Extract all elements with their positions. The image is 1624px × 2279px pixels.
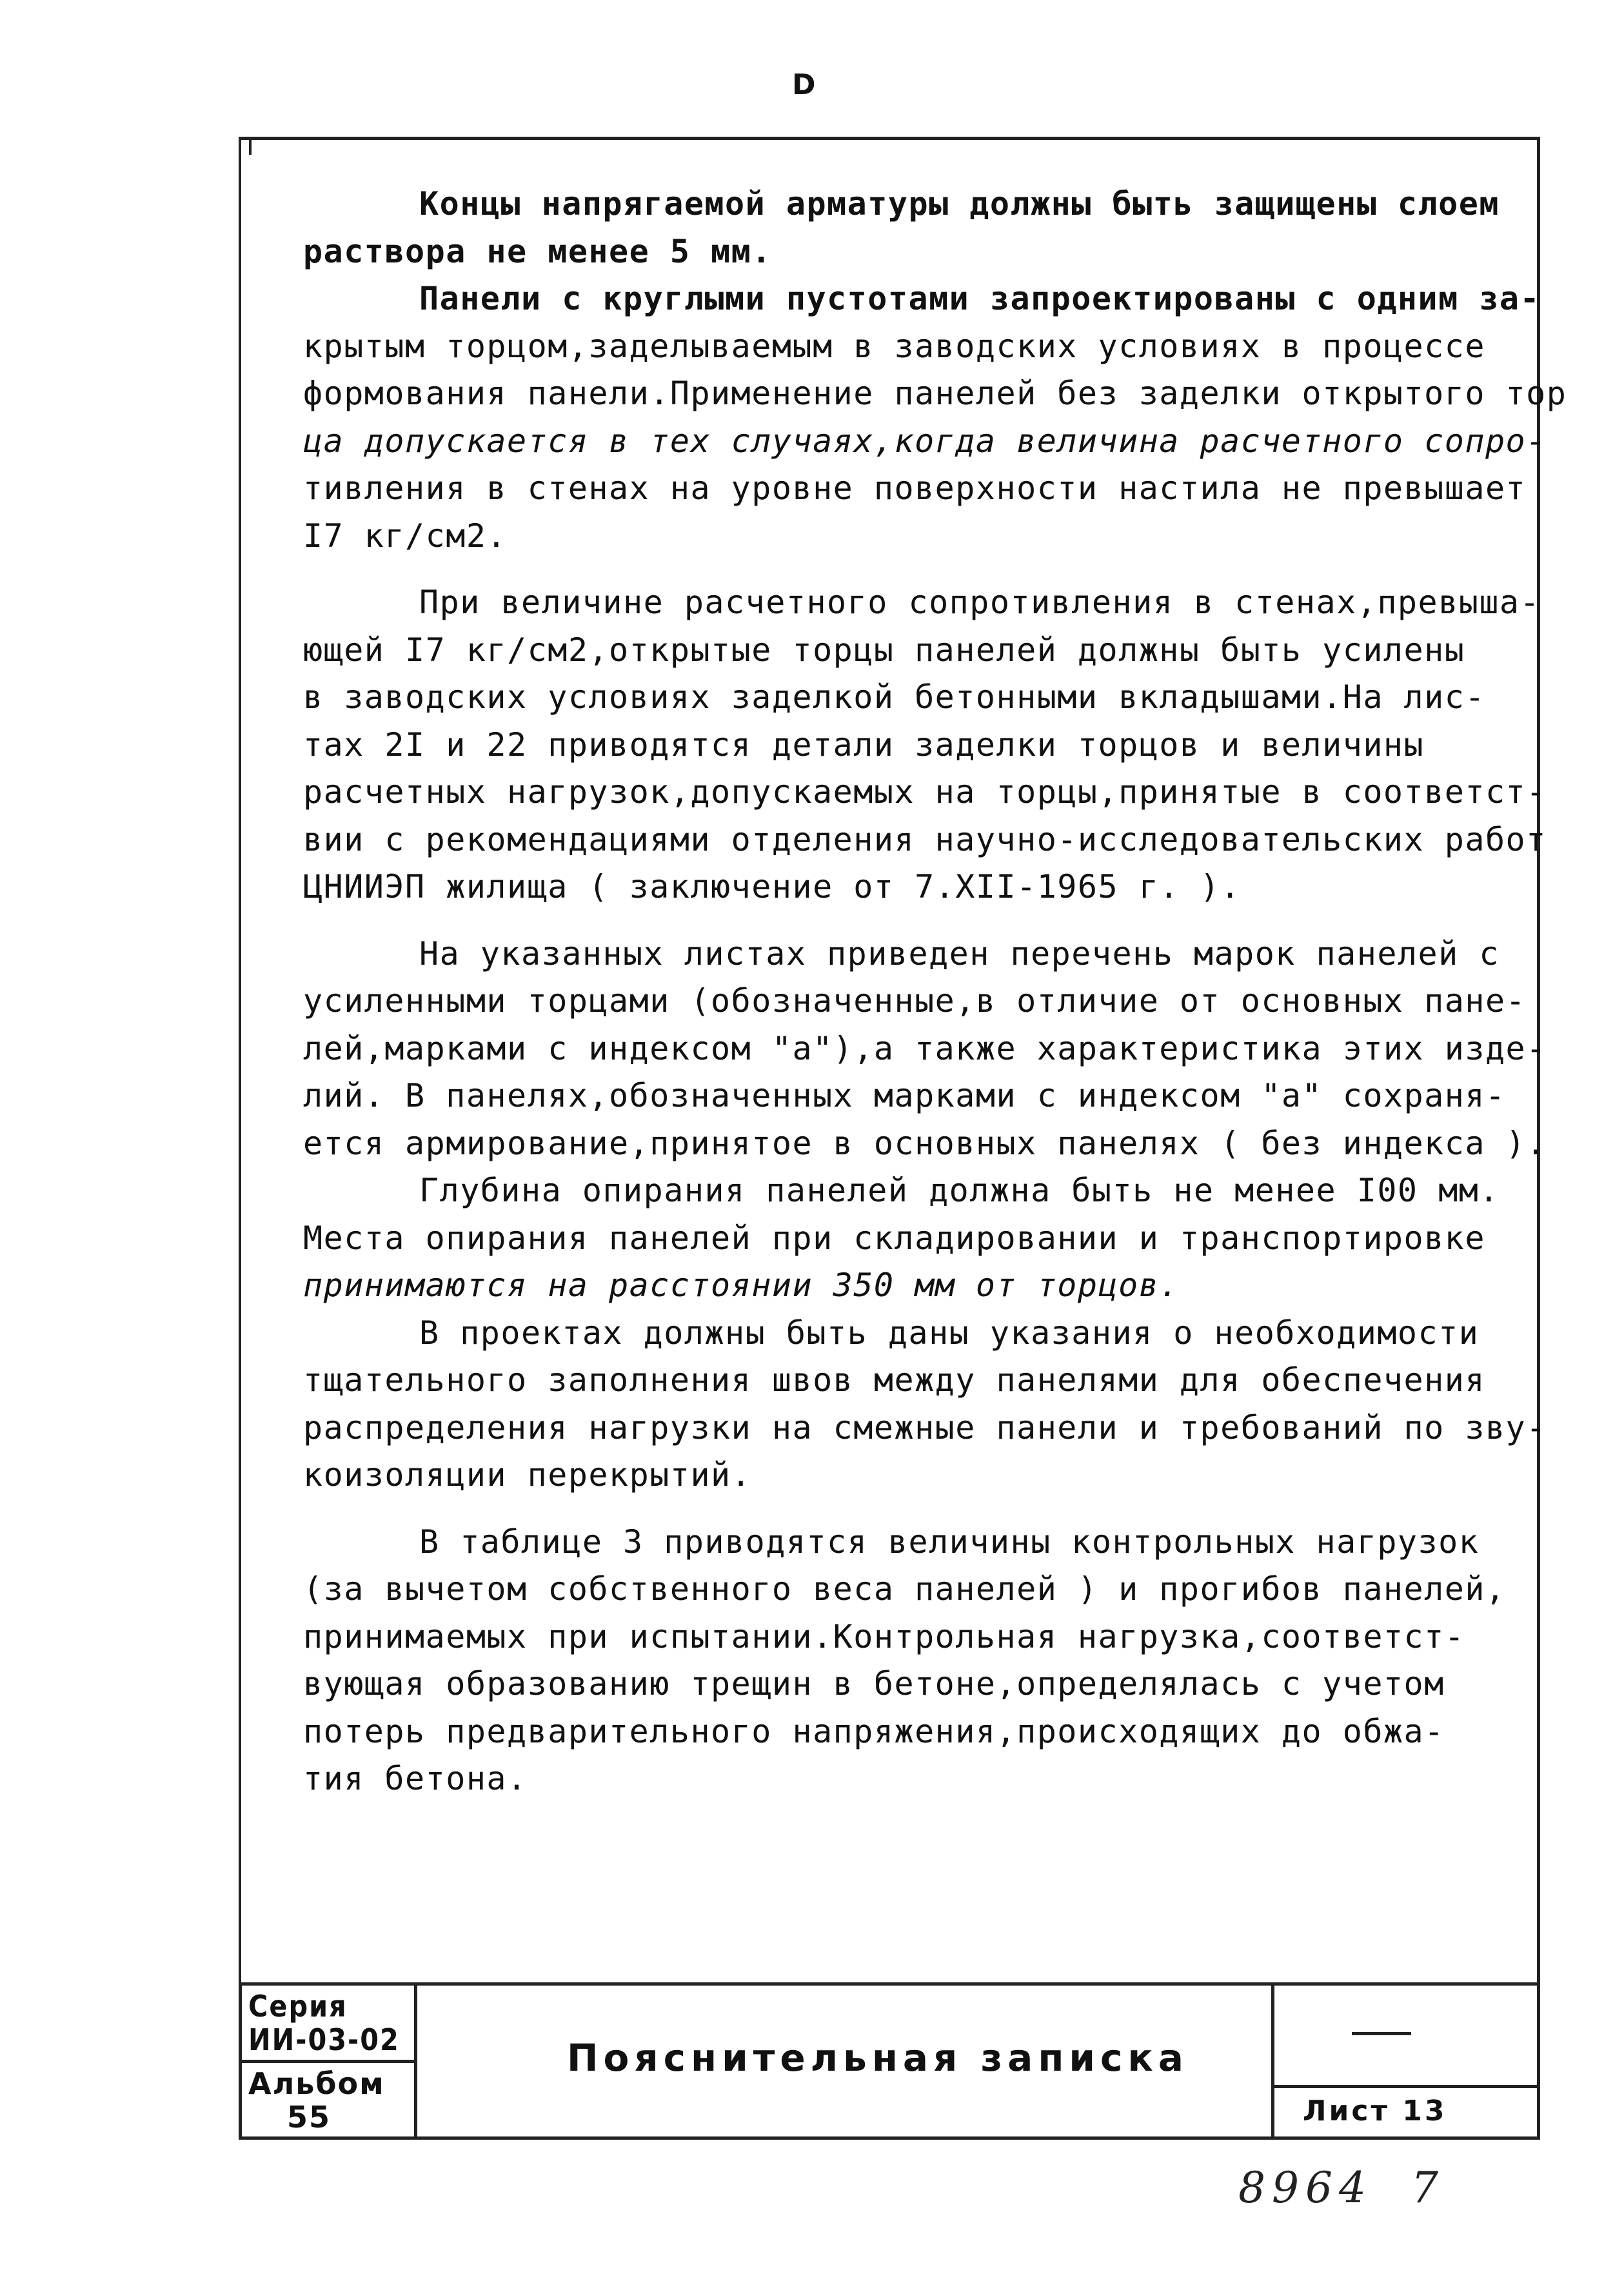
text-line: потерь предварительного напряжения,происходящих до обжа- (303, 1712, 1445, 1750)
text-line: коизоляции перекрытий. (303, 1456, 752, 1494)
text-line: ющей I7 кг/см2,открытые торцы панелей должны быть усилены (303, 631, 1465, 669)
text-line: Глубина опирания панелей должна быть не менее I00 мм. (419, 1172, 1500, 1209)
text-line: В таблице 3 приводятся величины контрольных нагрузок (419, 1523, 1480, 1561)
sheet-number: Лист 13 (1274, 2085, 1537, 2136)
handwritten-annotation (1238, 2163, 1445, 2213)
paragraph-gap (303, 560, 1516, 579)
series-value: ИИ-03-02 (248, 2022, 400, 2057)
series-cell (242, 1986, 417, 2063)
text-line: На указанных листах приведен перечень марок панелей с (419, 934, 1500, 972)
text-line: лей,марками с индексом "а"),а также характеристика этих изде- (303, 1029, 1547, 1067)
text-line: формования панели.Применение панелей без заделки открытого тор (303, 375, 1567, 412)
text-line: принимаются на расстоянии 350 мм от торцов. (303, 1267, 1180, 1304)
archive-number: 8964 (1238, 2163, 1372, 2213)
album-label: Альбом (248, 2066, 385, 2101)
text-line: раствора не менее 5 мм. (303, 232, 772, 270)
text-line: Концы напрягаемой арматуры должны быть защищены слоем (419, 185, 1500, 222)
text-line: В проектах должны быть даны указания о необходимости (419, 1314, 1480, 1352)
text-line: тщательного заполнения швов между панелями для обеспечения (303, 1361, 1485, 1399)
text-line: усиленными торцами (обозначенные,в отличие от основных пане- (303, 982, 1527, 1020)
top-mark: D (792, 68, 816, 101)
document-title: Пояснительная записка (567, 2036, 1189, 2080)
text-line: ется армирование,принятое в основных панелях ( без индекса ). (303, 1124, 1547, 1162)
paragraph-gap (303, 911, 1516, 931)
text-line: распределения нагрузки на смежные панели и требований по зву- (303, 1408, 1547, 1446)
text-line: ца допускается в тех случаях,когда величина расчетного сопро- (303, 422, 1547, 460)
text-line: лий. В панелях,обозначенных марками с индексом "а" сохраня- (303, 1077, 1506, 1114)
text-line: расчетных нагрузок,допускаемых на торцы,принятые в соответст- (303, 773, 1547, 811)
title-block (239, 1982, 1540, 2140)
album-value: 55 (287, 2100, 332, 2135)
text-line: тивления в стенах на уровне поверхности настила не превышает (303, 469, 1527, 507)
text-line: I7 кг/см2. (303, 517, 508, 555)
text-line: (за вычетом собственного веса панелей ) и прогибов панелей, (303, 1570, 1506, 1608)
text-line: ЦНИИЭП жилища ( заключение от 7.XII-1965 г. ). (303, 868, 1241, 905)
text-line: Панели с круглыми пустотами запроектированы с одним за- (419, 280, 1541, 317)
sheet-cell (1271, 1986, 1537, 2136)
paragraph-gap (303, 1499, 1516, 1519)
empty-field-dash (1352, 2032, 1411, 2035)
text-line: тия бетона. (303, 1760, 528, 1797)
text-line: крытым торцом,заделываемым в заводских условиях в процессе (303, 327, 1485, 365)
text-line: Места опирания панелей при складировании и транспортировке (303, 1219, 1485, 1257)
note-body (303, 181, 1567, 1803)
series-label: Серия (248, 1989, 348, 2024)
text-line: вующая образованию трещин в бетоне,определялась с учетом (303, 1665, 1445, 1702)
page-number: 7 (1411, 2163, 1445, 2213)
text-line: в заводских условиях заделкой бетонными вкладышами.На лис- (303, 678, 1485, 716)
album-cell (242, 2063, 417, 2136)
text-line: тах 2I и 22 приводятся детали заделки торцов и величины (303, 725, 1425, 764)
frame-corner-tick (249, 137, 252, 155)
text-line: принимаемых при испытании.Контрольная нагрузка,соответст- (303, 1617, 1465, 1655)
text-line: вии с рекомендациями отделения научно-исследовательских работ (303, 820, 1547, 858)
text-line: При величине расчетного сопротивления в стенах,превыша- (419, 584, 1541, 621)
